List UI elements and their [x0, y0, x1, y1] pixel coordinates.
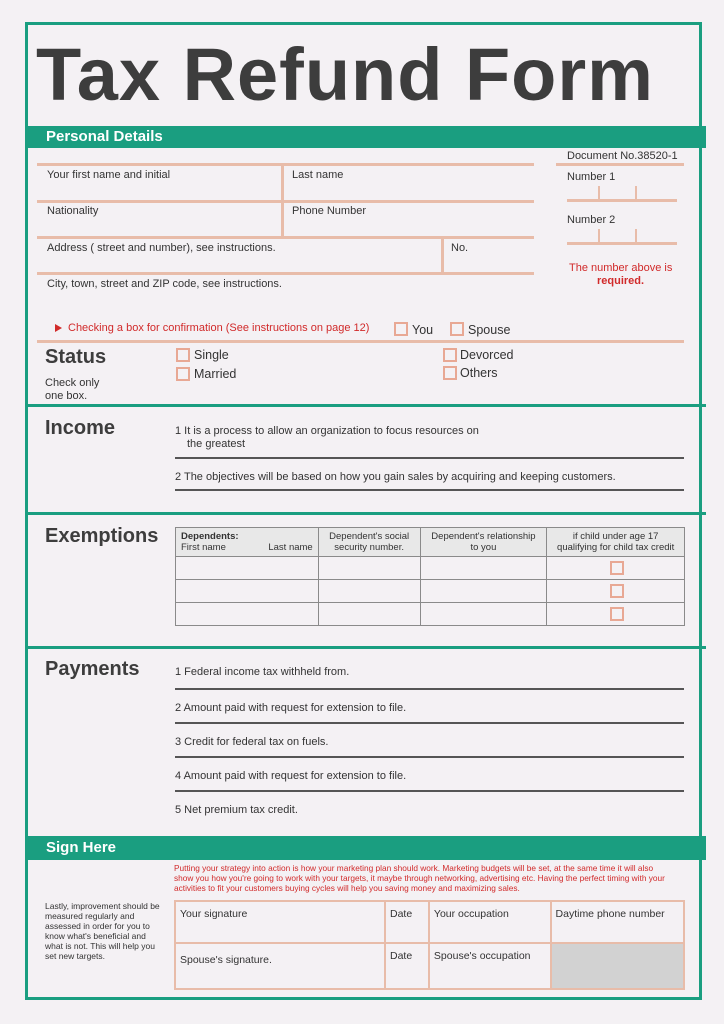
divider [37, 236, 534, 239]
others-label: Others [460, 366, 498, 380]
phone-number-field[interactable]: Phone Number [292, 205, 366, 217]
income-line-1-cont: the greatest [187, 438, 246, 450]
city-field[interactable]: City, town, street and ZIP code, see instructions. [47, 278, 282, 290]
sign-notice: activities to fit your customers buying cycles will help you saving money and maximizing sales. [174, 883, 520, 893]
divider [37, 163, 534, 166]
payment-line-4: 4 Amount paid with request for extension to file. [175, 770, 407, 782]
married-checkbox[interactable] [176, 367, 190, 381]
number1-input[interactable] [567, 186, 677, 202]
sign-side-note: assessed in order for you to [45, 921, 150, 931]
signature-table [174, 900, 685, 990]
payment-line-1-input[interactable] [175, 688, 684, 690]
devorced-label: Devorced [460, 348, 514, 362]
payment-line-3-input[interactable] [175, 756, 684, 758]
income-line-2-input[interactable] [175, 489, 684, 491]
last-name-field[interactable]: Last name [292, 169, 344, 181]
number2-input[interactable] [567, 229, 677, 245]
table-row [175, 901, 684, 943]
form-title: Tax Refund Form [36, 33, 654, 116]
table-header-row [176, 528, 685, 557]
married-label: Married [194, 367, 237, 381]
income-line-1-input[interactable] [175, 457, 684, 459]
section-divider [28, 646, 706, 649]
payments-heading: Payments [45, 658, 140, 680]
exemptions-heading: Exemptions [45, 525, 159, 547]
table-row [176, 580, 685, 603]
ssn-header-line: Dependent's social [329, 531, 410, 542]
daytime-phone-field[interactable]: Daytime phone number [551, 901, 684, 943]
table-row [176, 603, 685, 626]
child-credit-header-line: if child under age 17 [572, 531, 659, 542]
spouse-date-field[interactable]: Date [385, 943, 429, 989]
address-no-field[interactable]: No. [451, 242, 469, 254]
divider [37, 340, 684, 343]
divider [37, 200, 534, 203]
document-number: Document No.38520-1 [567, 150, 678, 162]
child-credit-checkbox[interactable] [610, 561, 624, 575]
you-label: You [412, 323, 434, 337]
spouse-signature-field[interactable]: Spouse's signature. [175, 943, 385, 989]
relationship-cell[interactable] [420, 580, 547, 603]
shaded-cell [551, 943, 684, 989]
sign-side-note: set new targets. [45, 951, 106, 961]
spouse-occupation-field[interactable]: Spouse's occupation [429, 943, 551, 989]
sign-side-note: measured regularly and [45, 911, 135, 921]
nationality-field[interactable]: Nationality [47, 205, 99, 217]
child-credit-checkbox[interactable] [610, 607, 624, 621]
others-checkbox[interactable] [443, 366, 457, 380]
last-name-header: Last name [268, 542, 313, 553]
personal-details-band: Personal Details [28, 126, 706, 148]
section-divider [28, 404, 706, 407]
sign-side-note: know what's beneficial and [45, 931, 146, 941]
spouse-checkbox[interactable] [450, 322, 464, 336]
dependent-name-cell[interactable] [176, 580, 319, 603]
divider [441, 236, 444, 274]
dependents-title: Dependents: [181, 531, 239, 542]
your-occupation-field[interactable]: Your occupation [429, 901, 551, 943]
payment-line-3: 3 Credit for federal tax on fuels. [175, 736, 329, 748]
status-heading: Status [45, 346, 107, 368]
payment-line-4-input[interactable] [175, 790, 684, 792]
you-checkbox[interactable] [394, 322, 408, 336]
divider [281, 163, 284, 237]
sign-side-note: Lastly, improvement should be [45, 901, 160, 911]
address-field[interactable]: Address ( street and number), see instructions. [47, 242, 276, 254]
income-line-1: 1 It is a process to allow an organization to focus resources on [175, 425, 479, 437]
sign-notice: show you how you're going to work with your targets, it maybe through networking, advertising etc. Having the perfect timing with your [174, 873, 665, 883]
dependents-header [176, 528, 319, 557]
child-credit-cell [547, 603, 685, 626]
divider [556, 163, 684, 166]
relationship-header [420, 528, 547, 557]
required-note: The number above is [569, 262, 673, 274]
table-row [176, 557, 685, 580]
relationship-header-line: Dependent's relationship [431, 531, 536, 542]
status-note: Check only [45, 377, 100, 389]
dependent-name-cell[interactable] [176, 557, 319, 580]
payment-line-1: 1 Federal income tax withheld from. [175, 666, 350, 678]
table-row [175, 943, 684, 989]
child-credit-checkbox[interactable] [610, 584, 624, 598]
first-name-header: First name [181, 542, 226, 553]
ssn-cell[interactable] [318, 580, 420, 603]
single-checkbox[interactable] [176, 348, 190, 362]
payment-line-2-input[interactable] [175, 722, 684, 724]
payment-line-5: 5 Net premium tax credit. [175, 804, 298, 816]
first-name-field[interactable]: Your first name and initial [47, 169, 171, 181]
ssn-cell[interactable] [318, 603, 420, 626]
ssn-cell[interactable] [318, 557, 420, 580]
spouse-label: Spouse [468, 323, 511, 337]
child-credit-cell [547, 580, 685, 603]
divider [37, 272, 534, 275]
payment-line-2: 2 Amount paid with request for extension to file. [175, 702, 407, 714]
devorced-checkbox[interactable] [443, 348, 457, 362]
child-credit-cell [547, 557, 685, 580]
income-heading: Income [45, 417, 116, 439]
relationship-header-line: to you [470, 542, 497, 553]
sign-side-note: what is not. This will help you [45, 941, 155, 951]
child-credit-header [547, 528, 685, 557]
confirmation-instruction: Checking a box for confirmation (See instructions on page 12) [68, 322, 370, 334]
date-field[interactable]: Date [385, 901, 429, 943]
income-line-2: 2 The objectives will be based on how you gain sales by acquiring and keeping customers. [175, 471, 616, 483]
ssn-header [318, 528, 420, 557]
relationship-cell[interactable] [420, 603, 547, 626]
single-label: Single [194, 348, 229, 362]
number2-label: Number 2 [567, 214, 616, 226]
your-signature-field[interactable]: Your signature [175, 901, 385, 943]
section-divider [28, 512, 706, 515]
child-credit-header-line: qualifying for child tax credit [557, 542, 675, 553]
relationship-cell[interactable] [420, 557, 547, 580]
arrow-right-icon [55, 324, 62, 332]
number1-label: Number 1 [567, 171, 616, 183]
sign-notice: Putting your strategy into action is how your marketing plan should work. Marketing budgets will be set, at the same time it will also [174, 863, 654, 873]
dependents-table [175, 527, 685, 626]
ssn-header-line: security number. [334, 542, 404, 553]
dependent-name-cell[interactable] [176, 603, 319, 626]
required-note-bold: required. [597, 275, 645, 287]
sign-here-band: Sign Here [28, 836, 706, 860]
status-note: one box. [45, 390, 88, 402]
